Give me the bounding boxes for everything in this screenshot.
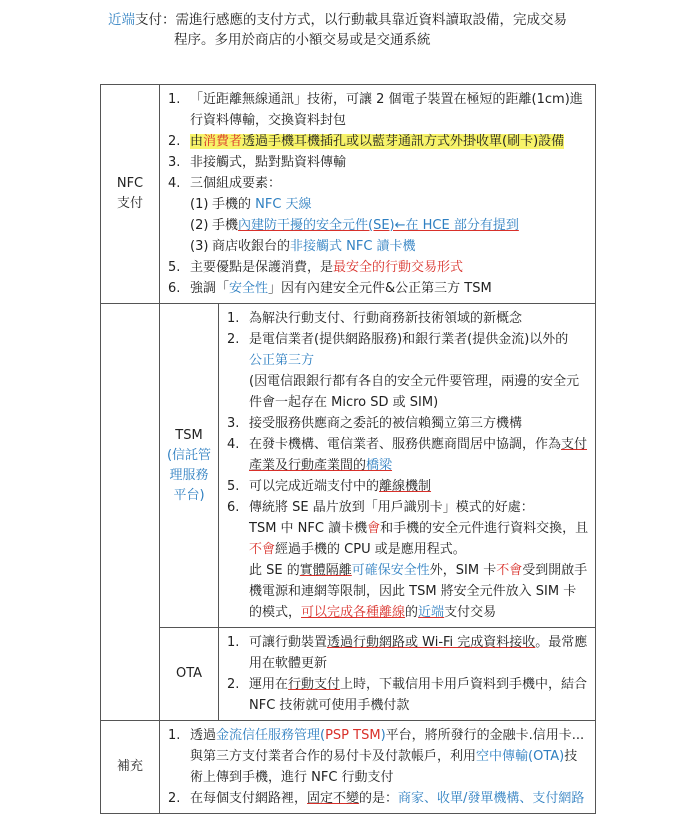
list-item-highlighted: 2. 由消費者透過手機耳機插孔或以藍芽通訊方式外掛收單(刷卡)設備: [168, 134, 565, 149]
nfc-label-sub: 支付: [116, 196, 143, 211]
list-item: 1. 「近距離無線通訊」技術，可讓 2 個電子裝置在極短的距離(1cm)進行資料傳輸，交換資料封包: [168, 92, 583, 128]
sublist-item: (2) 手機內建防干擾的安全元件(SE)←在 HCE 部分有提到: [190, 218, 519, 233]
sublist-item: (3) 商店收銀台的非接觸式 NFC 讀卡機: [190, 239, 416, 254]
tsm-label: TSM: [175, 427, 203, 443]
supplement-row: [101, 721, 596, 814]
nfc-row: [101, 85, 596, 304]
payment-table: [100, 84, 596, 814]
list-item: 1. 可讓行動裝置透過行動網路或 Wi-Fi 完成資料接收。最常應用在軟體更新: [227, 635, 588, 671]
component-sublist: [190, 194, 589, 257]
intro-paragraph: [108, 10, 688, 50]
list-item: 6. 傳統將 SE 晶片放到「用戶識別卡」模式的好處： TSM 中 NFC 讀卡機會和手機的安全元件進行資料交換，且不會經過手機的 CPU 或是應用程式。 此 SE 的實體隔離可確保安全性外，SIM 卡不會受到開啟手機電源和連網等限制，因此 TSM 將安全元件放入 SIM 卡的模式，可以完成各種離線的近端支付交易: [227, 500, 589, 620]
mobile-section-label-cell: [101, 304, 160, 721]
ota-label-cell: [160, 628, 219, 721]
intro-term: 近端: [108, 12, 135, 28]
list-item: 3. 非接觸式，點對點資料傳輸: [168, 155, 347, 170]
intro-line-2: 程序。多用於商店的小額交易或是交通系統: [174, 32, 431, 48]
ota-label: OTA: [175, 666, 203, 681]
nfc-label: NFC: [116, 176, 144, 191]
list-item: 6. 強調「安全性」因有內建安全元件&公正第三方 TSM: [168, 281, 492, 296]
supplement-label-cell: [101, 721, 160, 814]
list-item: 1. 透過金流信任服務管理(PSP TSM)平台，將所發行的金融卡.信用卡...與第三方支付業者合作的易付卡及付款帳戶，利用空中傳輸(OTA)技術上傳到手機，進行 NFC 行動支付: [168, 728, 585, 785]
tsm-label-cell: TSM (信託管 理服務 平台): [160, 304, 219, 628]
list-item: 5. 可以完成近端支付中的離線機制: [227, 479, 432, 494]
list-item: 2. 運用在行動支付上時，下載信用卡用戶資料到手機中，結合 NFC 技術就可使用手機付款: [227, 677, 588, 713]
list-item: 5. 主要優點是保護消費，是最安全的行動交易形式: [168, 260, 464, 275]
intro-line-1: [108, 10, 688, 30]
list-item: 2. 在每個支付網路裡，固定不變的是：商家、收單/發單機構、支付網路: [168, 791, 585, 806]
ota-content: [219, 628, 596, 721]
ota-row: [101, 628, 596, 721]
tsm-content: [219, 304, 596, 628]
list-item: 1. 為解決行動支付、行動商務新技術領域的新概念: [227, 311, 523, 326]
intro-text: 支付：需進行感應的支付方式，以行動載具靠近資料讀取設備，完成交易: [135, 12, 567, 28]
list-item: 3. 接受服務供應商之委託的被信賴獨立第三方機構: [227, 416, 523, 431]
sublist-item: (1) 手機的 NFC 天線: [190, 197, 312, 212]
nfc-content: [160, 85, 596, 304]
supplement-content: [160, 721, 596, 814]
tsm-row: [101, 304, 596, 628]
list-item: 4. 三個組成要素： (1) 手機的 NFC 天線 (2) 手機內建防干擾的安全元件(SE)←在 HCE 部分有提到 (3) 商店收銀台的非接觸式 NFC 讀卡機: [160, 173, 589, 257]
nfc-label-cell: [101, 85, 160, 304]
list-item: 2. 是電信業者(提供網路服務)和銀行業者(提供金流)以外的 公正第三方 (因電信跟銀行都有各自的安全元件要管理，兩邊的安全元件會一起存在 Micro SD 或 SIM): [227, 332, 580, 410]
supplement-label: 補充: [116, 759, 143, 774]
list-item: 4. 在發卡機構、電信業者、服務供應商間居中協調，作為支付產業及行動產業間的橋梁: [227, 437, 588, 473]
